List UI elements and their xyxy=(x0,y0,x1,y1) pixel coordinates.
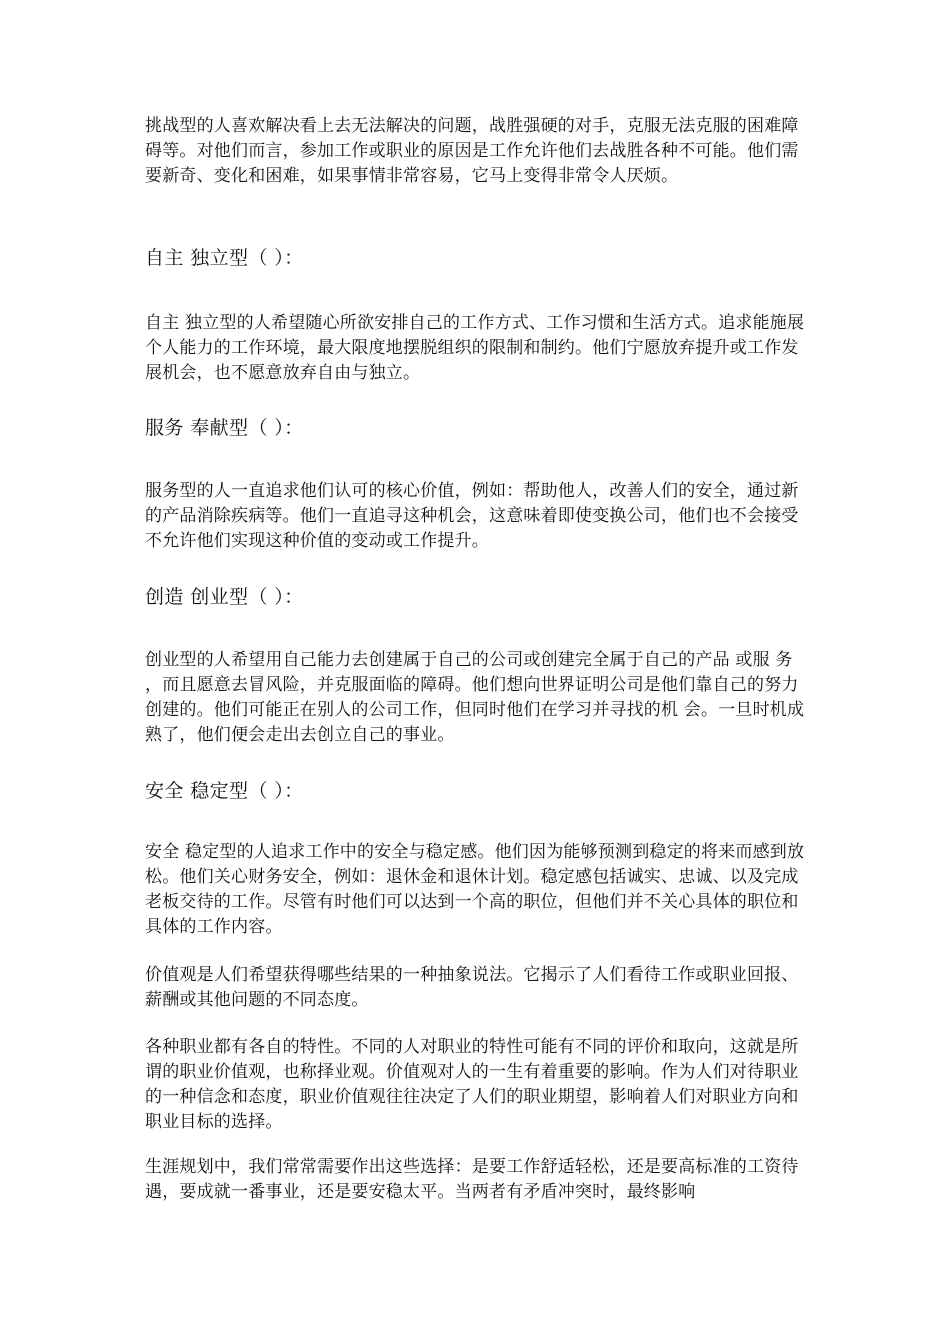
heading-service-type: 服务 奉献型（ ）： xyxy=(145,417,304,439)
paragraph-security-type xyxy=(145,840,810,940)
paragraph-career-traits xyxy=(145,1035,810,1135)
paragraph-text: 挑战型的人喜欢解决看上去无法解决的问题，战胜强硬的对手，克服无法克服的困难障碍等。对他们而言，参加工作或职业的原因是工作允许他们去战胜各种不可能。他们需要新奇、变化和困难，如果事情非常容易，它马上变得非常令人厌烦。 xyxy=(145,116,799,186)
paragraph-text: 价值观是人们希望获得哪些结果的一种抽象说法。它揭示了人们看待工作或职业回报、薪酬或其他问题的不同态度。 xyxy=(145,965,799,1010)
paragraph-autonomy-type xyxy=(145,311,810,386)
paragraph-values-definition xyxy=(145,963,810,1013)
paragraph-text: 生涯规划中，我们常常需要作出这些选择：是要工作舒适轻松，还是要高标准的工资待遇，要成就一番事业，还是要安稳太平。当两者有矛盾冲突时，最终影响 xyxy=(145,1157,799,1202)
heading-autonomy-type: 自主 独立型（ ）： xyxy=(145,247,304,269)
heading-creative-type: 创造 创业型（ ）： xyxy=(145,586,304,608)
paragraph-text: 创业型的人希望用自己能力去创建属于自己的公司或创建完全属于自己的产品 或服 务 ，而且愿意去冒风险，并克服面临的障碍。他们想向世界证明公司是他们靠自己的努力创建的。他们可能正在别人的公司工作，但同时他们在学习并寻找的机 会。一旦时机成熟了，他们便会走出去创立自己的事业。 xyxy=(145,650,805,745)
paragraph-challenge-type xyxy=(145,114,810,189)
paragraph-creative-type xyxy=(145,648,810,748)
paragraph-text: 各种职业都有各自的特性。不同的人对职业的特性可能有不同的评价和取向，这就是所谓的职业价值观，也称择业观。价值观对人的一生有着重要的影响。作为人们对待职业的一种信念和态度，职业价值观往往决定了人们的职业期望，影响着人们对职业方向和职业目标的选择。 xyxy=(145,1037,799,1132)
paragraph-text: 服务型的人一直追求他们认可的核心价值，例如：帮助他人，改善人们的安全，通过新的产品消除疾病等。他们一直追寻这种机会，这意味着即使变换公司，他们也不会接受不允许他们实现这种价值的变动或工作提升。 xyxy=(145,481,799,551)
paragraph-text: 自主 独立型的人希望随心所欲安排自己的工作方式、工作习惯和生活方式。追求能施展个人能力的工作环境，最大限度地摆脱组织的限制和制约。他们宁愿放弃提升或工作发展机会，也不愿意放弃自由与独立。 xyxy=(145,313,805,383)
paragraph-service-type xyxy=(145,479,810,554)
paragraph-text: 安全 稳定型的人追求工作中的安全与稳定感。他们因为能够预测到稳定的将来而感到放松。他们关心财务安全，例如：退休金和退休计划。稳定感包括诚实、忠诚、以及完成老板交待的工作。尽管有时他们可以达到一个高的职位，但他们并不关心具体的职位和具体的工作内容。 xyxy=(145,842,805,937)
paragraph-career-planning xyxy=(145,1155,810,1205)
heading-security-type: 安全 稳定型（ ）： xyxy=(145,780,304,802)
